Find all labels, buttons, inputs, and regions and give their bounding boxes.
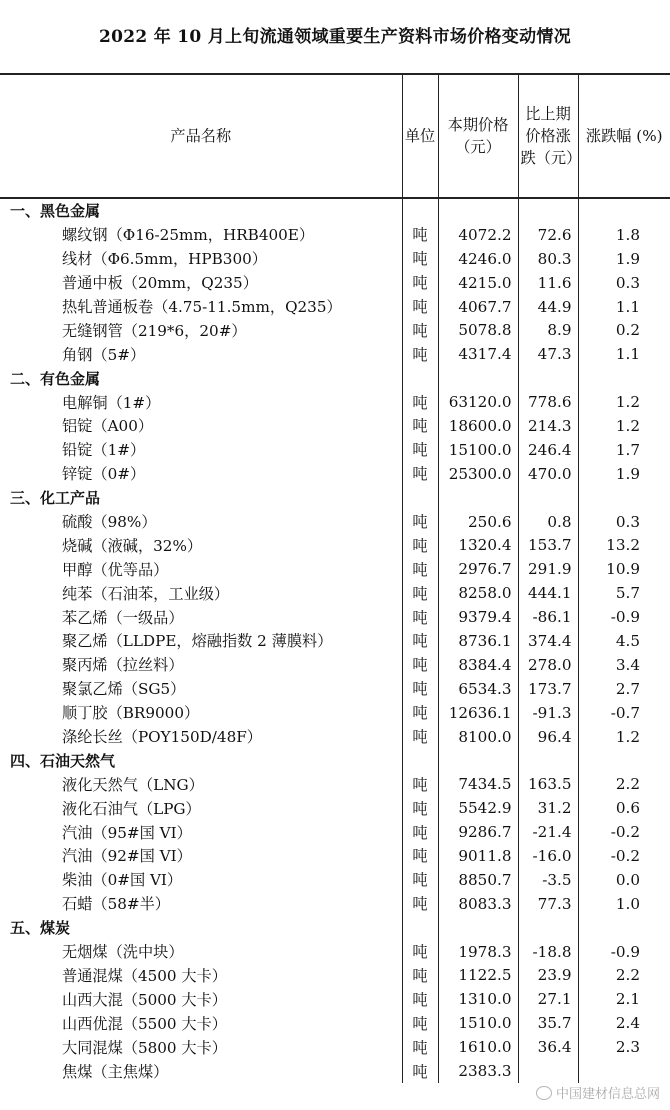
product-name-cell: 一、黑色金属 xyxy=(0,198,402,223)
change-cell xyxy=(518,366,578,390)
price-cell: 8850.7 xyxy=(438,868,518,892)
price-cell: 8384.4 xyxy=(438,653,518,677)
table-row xyxy=(0,510,670,534)
pct-cell: 1.9 xyxy=(578,247,670,271)
table-row xyxy=(0,295,670,319)
unit-cell: 吨 xyxy=(402,581,438,605)
table-row xyxy=(0,247,670,271)
price-cell: 4317.4 xyxy=(438,342,518,366)
table-row xyxy=(0,581,670,605)
unit-cell xyxy=(402,916,438,940)
unit-cell: 吨 xyxy=(402,629,438,653)
product-name-cell: 螺纹钢（Φ16-25mm，HRB400E） xyxy=(0,223,402,247)
pct-cell xyxy=(578,198,670,223)
change-cell xyxy=(518,748,578,772)
table-row xyxy=(0,605,670,629)
table-row xyxy=(0,318,670,342)
pct-cell: -0.9 xyxy=(578,940,670,964)
product-name-cell: 液化石油气（LPG） xyxy=(0,796,402,820)
product-name-cell: 汽油（92#国 VI） xyxy=(0,844,402,868)
change-cell: 96.4 xyxy=(518,725,578,749)
unit-cell: 吨 xyxy=(402,987,438,1011)
unit-cell: 吨 xyxy=(402,414,438,438)
pct-cell: 5.7 xyxy=(578,581,670,605)
table-row xyxy=(0,653,670,677)
price-cell: 1122.5 xyxy=(438,964,518,988)
price-cell xyxy=(438,366,518,390)
change-cell: 0.8 xyxy=(518,510,578,534)
pct-cell: 2.7 xyxy=(578,677,670,701)
pct-cell: 1.1 xyxy=(578,342,670,366)
watermark xyxy=(536,1083,660,1102)
unit-cell: 吨 xyxy=(402,223,438,247)
table-row xyxy=(0,438,670,462)
pct-cell: 10.9 xyxy=(578,557,670,581)
pct-cell xyxy=(578,366,670,390)
price-cell: 2383.3 xyxy=(438,1059,518,1083)
product-name-cell: 汽油（95#国 VI） xyxy=(0,820,402,844)
change-cell xyxy=(518,198,578,223)
unit-cell: 吨 xyxy=(402,940,438,964)
pct-cell: 0.3 xyxy=(578,271,670,295)
category-row xyxy=(0,486,670,510)
change-cell: 778.6 xyxy=(518,390,578,414)
change-cell: 8.9 xyxy=(518,318,578,342)
pct-cell: 1.2 xyxy=(578,414,670,438)
product-name-cell: 柴油（0#国 VI） xyxy=(0,868,402,892)
pct-cell xyxy=(578,748,670,772)
pct-cell: 0.0 xyxy=(578,868,670,892)
pct-cell: 0.2 xyxy=(578,318,670,342)
price-cell: 8100.0 xyxy=(438,725,518,749)
table-row xyxy=(0,1035,670,1059)
product-name-cell: 焦煤（主焦煤） xyxy=(0,1059,402,1083)
product-name-cell: 线材（Φ6.5mm，HPB300） xyxy=(0,247,402,271)
price-cell: 8083.3 xyxy=(438,892,518,916)
product-name-cell: 电解铜（1#） xyxy=(0,390,402,414)
pct-cell: 2.3 xyxy=(578,1035,670,1059)
pct-cell: 0.6 xyxy=(578,796,670,820)
product-name-cell: 普通混煤（4500 大卡） xyxy=(0,964,402,988)
product-name-cell: 四、石油天然气 xyxy=(0,748,402,772)
product-name-cell: 烧碱（液碱，32%） xyxy=(0,533,402,557)
unit-cell: 吨 xyxy=(402,772,438,796)
product-name-cell: 无缝钢管（219*6，20#） xyxy=(0,318,402,342)
category-row xyxy=(0,198,670,223)
unit-cell xyxy=(402,366,438,390)
category-row xyxy=(0,366,670,390)
table-header xyxy=(0,74,670,198)
change-cell: 470.0 xyxy=(518,462,578,486)
pct-cell: -0.2 xyxy=(578,820,670,844)
pct-cell: -0.9 xyxy=(578,605,670,629)
table-row xyxy=(0,462,670,486)
price-cell xyxy=(438,748,518,772)
table-row xyxy=(0,940,670,964)
unit-cell: 吨 xyxy=(402,557,438,581)
pct-cell: 1.1 xyxy=(578,295,670,319)
change-cell: 11.6 xyxy=(518,271,578,295)
pct-cell xyxy=(578,1059,670,1083)
product-name-cell: 石蜡（58#半） xyxy=(0,892,402,916)
pct-cell: 4.5 xyxy=(578,629,670,653)
change-cell: 444.1 xyxy=(518,581,578,605)
product-name-cell: 五、煤炭 xyxy=(0,916,402,940)
header-name-label: 产品名称 xyxy=(170,127,232,145)
unit-cell: 吨 xyxy=(402,605,438,629)
price-cell: 12636.1 xyxy=(438,701,518,725)
table-row xyxy=(0,342,670,366)
price-cell: 1978.3 xyxy=(438,940,518,964)
pct-cell: 2.4 xyxy=(578,1011,670,1035)
pct-cell: 13.2 xyxy=(578,533,670,557)
unit-cell: 吨 xyxy=(402,653,438,677)
price-cell: 4072.2 xyxy=(438,223,518,247)
unit-cell: 吨 xyxy=(402,342,438,366)
price-cell: 15100.0 xyxy=(438,438,518,462)
product-name-cell: 铅锭（1#） xyxy=(0,438,402,462)
price-cell: 2976.7 xyxy=(438,557,518,581)
unit-cell: 吨 xyxy=(402,1035,438,1059)
product-name-cell: 山西大混（5000 大卡） xyxy=(0,987,402,1011)
pct-cell: 1.9 xyxy=(578,462,670,486)
change-cell: 163.5 xyxy=(518,772,578,796)
change-cell: 47.3 xyxy=(518,342,578,366)
product-name-cell: 液化天然气（LNG） xyxy=(0,772,402,796)
product-name-cell: 甲醇（优等品） xyxy=(0,557,402,581)
unit-cell: 吨 xyxy=(402,271,438,295)
change-cell: 31.2 xyxy=(518,796,578,820)
change-cell: -16.0 xyxy=(518,844,578,868)
product-name-cell: 三、化工产品 xyxy=(0,486,402,510)
price-cell xyxy=(438,198,518,223)
unit-cell: 吨 xyxy=(402,390,438,414)
change-cell: 173.7 xyxy=(518,677,578,701)
unit-cell: 吨 xyxy=(402,701,438,725)
product-name-cell: 二、有色金属 xyxy=(0,366,402,390)
price-cell: 4067.7 xyxy=(438,295,518,319)
pct-cell: 2.1 xyxy=(578,987,670,1011)
table-row xyxy=(0,271,670,295)
change-cell: 23.9 xyxy=(518,964,578,988)
unit-cell: 吨 xyxy=(402,510,438,534)
product-name-cell: 热轧普通板卷（4.75-11.5mm，Q235） xyxy=(0,295,402,319)
change-cell xyxy=(518,486,578,510)
product-name-cell: 苯乙烯（一级品） xyxy=(0,605,402,629)
pct-cell xyxy=(578,916,670,940)
unit-cell: 吨 xyxy=(402,1059,438,1083)
unit-cell xyxy=(402,748,438,772)
change-cell: -86.1 xyxy=(518,605,578,629)
price-cell: 4246.0 xyxy=(438,247,518,271)
product-name-cell: 聚氯乙烯（SG5） xyxy=(0,677,402,701)
product-name-cell: 锌锭（0#） xyxy=(0,462,402,486)
table-row xyxy=(0,223,670,247)
table-row xyxy=(0,844,670,868)
price-cell: 1320.4 xyxy=(438,533,518,557)
pct-cell: -0.2 xyxy=(578,844,670,868)
header-change-label: 比上期价格涨跌（元） xyxy=(520,105,582,167)
pct-cell xyxy=(578,486,670,510)
price-cell: 63120.0 xyxy=(438,390,518,414)
price-cell: 7434.5 xyxy=(438,772,518,796)
price-cell xyxy=(438,916,518,940)
change-cell: 374.4 xyxy=(518,629,578,653)
price-cell: 8736.1 xyxy=(438,629,518,653)
table-row xyxy=(0,533,670,557)
change-cell: -18.8 xyxy=(518,940,578,964)
pct-cell: 1.2 xyxy=(578,390,670,414)
product-name-cell: 角钢（5#） xyxy=(0,342,402,366)
price-cell: 8258.0 xyxy=(438,581,518,605)
table-row xyxy=(0,725,670,749)
price-table xyxy=(0,73,670,1083)
price-cell: 5542.9 xyxy=(438,796,518,820)
pct-cell: 1.8 xyxy=(578,223,670,247)
price-cell: 4215.0 xyxy=(438,271,518,295)
change-cell: 35.7 xyxy=(518,1011,578,1035)
unit-cell: 吨 xyxy=(402,318,438,342)
change-cell: 278.0 xyxy=(518,653,578,677)
table-row xyxy=(0,557,670,581)
category-row xyxy=(0,916,670,940)
unit-cell: 吨 xyxy=(402,892,438,916)
product-name-cell: 涤纶长丝（POY150D/48F） xyxy=(0,725,402,749)
pct-cell: 1.7 xyxy=(578,438,670,462)
unit-cell xyxy=(402,486,438,510)
table-row xyxy=(0,868,670,892)
change-cell: 246.4 xyxy=(518,438,578,462)
table-row xyxy=(0,701,670,725)
price-cell: 250.6 xyxy=(438,510,518,534)
product-name-cell: 铝锭（A00） xyxy=(0,414,402,438)
price-cell: 1610.0 xyxy=(438,1035,518,1059)
change-cell: 214.3 xyxy=(518,414,578,438)
unit-cell xyxy=(402,198,438,223)
price-cell: 9011.8 xyxy=(438,844,518,868)
product-name-cell: 硫酸（98%） xyxy=(0,510,402,534)
unit-cell: 吨 xyxy=(402,438,438,462)
pct-cell: -0.7 xyxy=(578,701,670,725)
table-row xyxy=(0,414,670,438)
unit-cell: 吨 xyxy=(402,677,438,701)
unit-cell: 吨 xyxy=(402,868,438,892)
change-cell: 77.3 xyxy=(518,892,578,916)
pct-cell: 0.3 xyxy=(578,510,670,534)
wechat-icon xyxy=(536,1086,552,1100)
table-row xyxy=(0,1059,670,1083)
price-cell: 1310.0 xyxy=(438,987,518,1011)
unit-cell: 吨 xyxy=(402,964,438,988)
header-price xyxy=(438,74,518,198)
unit-cell: 吨 xyxy=(402,462,438,486)
table-row xyxy=(0,796,670,820)
change-cell: 153.7 xyxy=(518,533,578,557)
pct-cell: 2.2 xyxy=(578,964,670,988)
change-cell: 36.4 xyxy=(518,1035,578,1059)
table-row xyxy=(0,987,670,1011)
product-name-cell: 山西优混（5500 大卡） xyxy=(0,1011,402,1035)
product-name-cell: 聚乙烯（LLDPE，熔融指数 2 薄膜料） xyxy=(0,629,402,653)
price-cell: 18600.0 xyxy=(438,414,518,438)
category-row xyxy=(0,748,670,772)
table-row xyxy=(0,772,670,796)
header-pct xyxy=(578,74,670,198)
unit-cell: 吨 xyxy=(402,247,438,271)
table-row xyxy=(0,964,670,988)
table-row xyxy=(0,629,670,653)
change-cell: -3.5 xyxy=(518,868,578,892)
table-row xyxy=(0,390,670,414)
product-name-cell: 顺丁胶（BR9000） xyxy=(0,701,402,725)
table-row xyxy=(0,677,670,701)
change-cell xyxy=(518,916,578,940)
price-cell: 5078.8 xyxy=(438,318,518,342)
change-cell: 44.9 xyxy=(518,295,578,319)
price-cell: 25300.0 xyxy=(438,462,518,486)
table-row xyxy=(0,892,670,916)
unit-cell: 吨 xyxy=(402,796,438,820)
change-cell: 27.1 xyxy=(518,987,578,1011)
header-unit-label: 单位 xyxy=(404,127,436,145)
product-name-cell: 普通中板（20mm，Q235） xyxy=(0,271,402,295)
price-cell: 9286.7 xyxy=(438,820,518,844)
unit-cell: 吨 xyxy=(402,725,438,749)
header-change xyxy=(518,74,582,198)
unit-cell: 吨 xyxy=(402,295,438,319)
product-name-cell: 大同混煤（5800 大卡） xyxy=(0,1035,402,1059)
table-row xyxy=(0,820,670,844)
table-body xyxy=(0,198,670,1083)
price-cell: 9379.4 xyxy=(438,605,518,629)
page-title: 2022 年 10 月上旬流通领域重要生产资料市场价格变动情况 xyxy=(98,27,572,47)
pct-cell: 1.0 xyxy=(578,892,670,916)
price-cell: 1510.0 xyxy=(438,1011,518,1035)
change-cell: 80.3 xyxy=(518,247,578,271)
header-name xyxy=(0,74,402,198)
product-name-cell: 无烟煤（洗中块） xyxy=(0,940,402,964)
pct-cell: 1.2 xyxy=(578,725,670,749)
product-name-cell: 纯苯（石油苯，工业级） xyxy=(0,581,402,605)
table-row xyxy=(0,1011,670,1035)
unit-cell: 吨 xyxy=(402,844,438,868)
pct-cell: 3.4 xyxy=(578,653,670,677)
unit-cell: 吨 xyxy=(402,1011,438,1035)
unit-cell: 吨 xyxy=(402,533,438,557)
header-pct-label: 涨跌幅 (%) xyxy=(585,127,663,145)
watermark-text: 中国建材信息总网 xyxy=(555,1087,660,1102)
change-cell: 72.6 xyxy=(518,223,578,247)
header-price-label: 本期价格（元） xyxy=(447,116,509,156)
price-cell: 6534.3 xyxy=(438,677,518,701)
change-cell: -21.4 xyxy=(518,820,578,844)
change-cell: 291.9 xyxy=(518,557,578,581)
pct-cell: 2.2 xyxy=(578,772,670,796)
price-cell xyxy=(438,486,518,510)
header-unit xyxy=(402,74,438,198)
change-cell: -91.3 xyxy=(518,701,578,725)
unit-cell: 吨 xyxy=(402,820,438,844)
product-name-cell: 聚丙烯（拉丝料） xyxy=(0,653,402,677)
change-cell xyxy=(518,1059,578,1083)
